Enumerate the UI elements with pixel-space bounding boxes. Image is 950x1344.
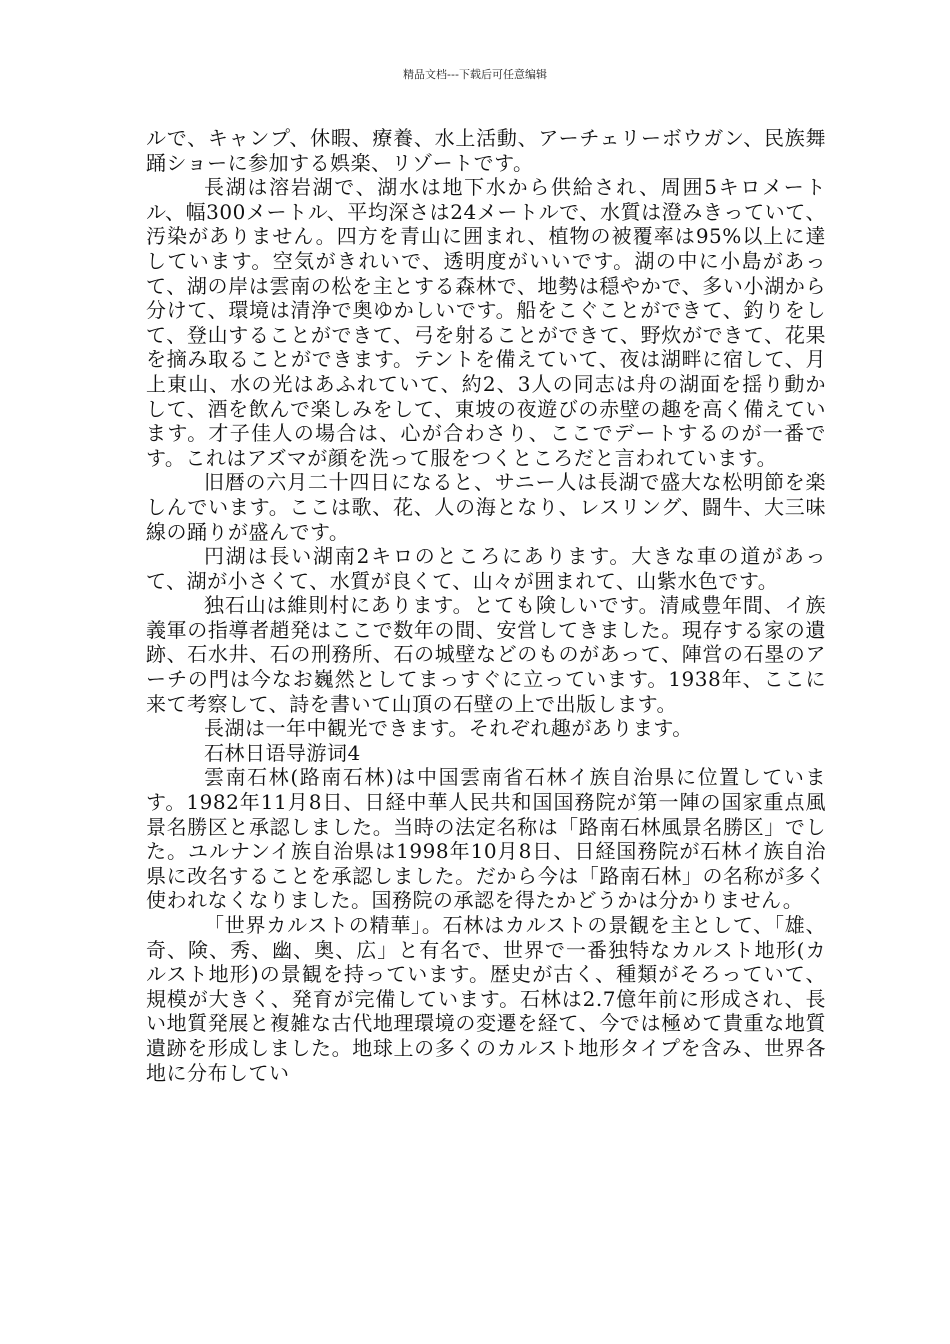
- document-body: [146, 126, 826, 1085]
- paragraph-7: 雲南石林(路南石林)は中国雲南省石林イ族自治県に位置しています。1982年11月8日、日経中華人民共和国国務院が第一陣の国家重点風景名勝区と承認しました。当時の法定名称は「路南石林風景名勝区」でした。ユルナンイ族自治県は1998年10月8日、日経国務院が石林イ族自治県に改名することを承認しました。だから今は「路南石林」の名称が多く使われなくなりました。国務院の承認を得たかどうかは分かりません。: [146, 765, 826, 913]
- paragraph-8: 「世界カルストの精華」。石林はカルストの景観を主として、「雄、奇、険、秀、幽、奥、広」と有名で、世界で一番独特なカルスト地形(カルスト地形)の景観を持っています。歴史が古く、種類がそろっていて、規模が大きく、発育が完備しています。石林は2.7億年前に形成され、長い地質発展と複雑な古代地理環境の変遷を経て、今では極めて貴重な地質遺跡を形成しました。地球上の多くのカルスト地形タイプを含み、世界各地に分布してい: [146, 913, 826, 1085]
- page-header: 精品文档---下载后可任意编辑: [403, 68, 547, 81]
- paragraph-5: 独石山は維則村にあります。とても険しいです。清咸豊年間、イ族義軍の指導者趙発はここで数年の間、安営してきました。現存する家の遺跡、石水井、石の刑務所、石の城壁などのものがあって、陣営の石塁のアーチの門は今なお巍然としてまっすぐに立っています。1938年、ここに来て考察して、詩を書いて山頂の石壁の上で出版します。: [146, 593, 826, 716]
- paragraph-3: 旧暦の六月二十四日になると、サニー人は長湖で盛大な松明節を楽しんでいます。ここは歌、花、人の海となり、レスリング、闘牛、大三味線の踊りが盛んです。: [146, 470, 826, 544]
- paragraph-1: ルで、キャンプ、休暇、療養、水上活動、アーチェリーボウガン、民族舞踊ショーに参加する娯楽、リゾートです。: [146, 126, 826, 175]
- section-heading: 石林日语导游词4: [204, 740, 361, 765]
- paragraph-2: 長湖は溶岩湖で、湖水は地下水から供給され、周囲5キロメートル、幅300メートル、平均深さは24メートルで、水質は澄みきっていて、汚染がありません。四方を青山に囲まれ、植物の被覆率は95%以上に達しています。空気がきれいで、透明度がいいです。湖の中に小島があって、湖の岸は雲南の松を主とする森林で、地勢は穏やかで、多い小湖から分けて、環境は清浄で奥ゆかしいです。船をこぐことができて、釣りをして、登山することができて、弓を射ることができて、野炊ができて、花果を摘み取ることができます。テントを備えていて、夜は湖畔に宿して、月上東山、水の光はあふれていて、約2、3人の同志は舟の湖面を揺り動かして、酒を飲んで楽しみをして、東坡の夜遊びの赤壁の趣を高く備えています。才子佳人の場合は、心が合わさり、ここでデートするのが一番です。これはアズマが顔を洗って服をつくところだと言われています。: [146, 175, 826, 470]
- paragraph-6: 長湖は一年中観光できます。それぞれ趣があります。: [204, 716, 693, 741]
- paragraph-4: 円湖は長い湖南2キロのところにあります。大きな車の道があって、湖が小さくて、水質が良くて、山々が囲まれて、山紫水色です。: [146, 544, 826, 593]
